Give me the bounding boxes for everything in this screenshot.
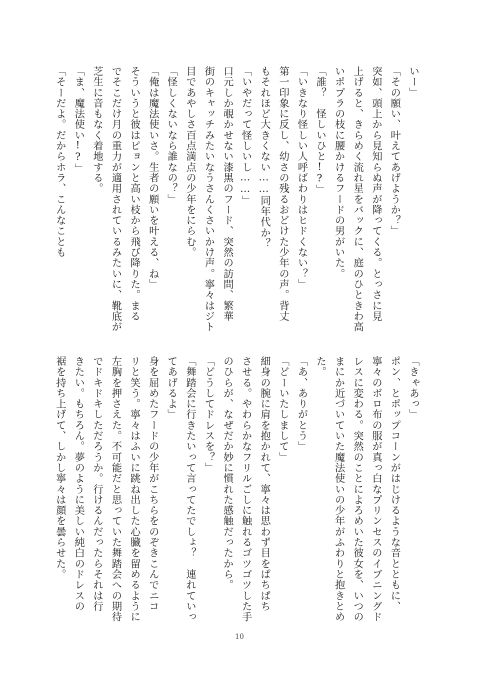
text-line: 「その願い、叶えてあげようか？」: [388, 66, 400, 237]
text-line: リと笑う。寧々はふいに跳ね出した心臓を留めるように: [128, 356, 140, 623]
text-line: 「どうしてドレスを？」: [202, 356, 214, 474]
text-line: のひらが、なぜだか妙に慣れた感触だったから。: [221, 356, 233, 591]
text-line: 細身の腕に肩を抱かれて、寧々は思わず目をぱちぱち: [258, 356, 270, 612]
text-line: 「そーだよ。だからホラ、こんなことも: [53, 66, 65, 258]
text-line: 第一印象に反し、幼さの残るおどけた少年の声。背丈: [276, 66, 288, 322]
text-line: させる。やわらかなフリルごしに触れるゴツゴツした手: [239, 356, 251, 623]
lower-text-block: [53, 356, 421, 623]
text-line: 「舞踏会に行きたいって言ってたでしょ？ 連れていっ: [183, 356, 195, 623]
text-line: 「いきなり怪しい人呼ばわりはヒドくない？」: [295, 66, 307, 290]
upper-text-block: [53, 66, 421, 336]
text-line: 口元しか覗かせない漆黒のフード、突然の訪問、繁華: [221, 66, 233, 322]
text-line: 突如、頭上から見知らぬ声が降ってくる。とっさに見: [369, 66, 381, 322]
text-line: まにか近づいていた魔法使いの少年がふわりと抱きとめ: [332, 356, 344, 623]
page-number: 10: [235, 633, 244, 641]
text-line: 街のキャッチみたいなうさんくさいかけ声。寧々はジト: [202, 66, 214, 333]
text-line: いー」: [407, 66, 418, 98]
text-line: 寧々のボロ布の服が真っ白なプリンセスのイブニングド: [369, 356, 381, 623]
text-line: 「ま、魔法使い!?」: [72, 66, 84, 175]
text-line: た。: [314, 356, 326, 378]
text-line: でそこだけ月の重力が適用されているみたいに、靴底が: [109, 66, 121, 333]
text-line: 裾を持ち上げて、しかし寧々は顔を曇らせた。: [53, 356, 65, 580]
text-line: 目であやしさ百点満点の少年をにらむ。: [183, 66, 195, 258]
text-line: もそれほど大きくない……同年代か？: [258, 66, 270, 249]
text-line: 「怪しくないなら誰なの？」: [165, 66, 177, 205]
text-line: 身を屈めたフードの少年がこちらをのぞきこんでニコ: [146, 356, 158, 612]
text-line: 「いやだって怪しいし……」: [239, 66, 251, 207]
text-line: ポン、とポップコーンがはじけるような音とともに、: [388, 356, 400, 612]
text-line: 「あ、ありがとう」: [295, 356, 307, 452]
text-line: でドキドキしただろうか。行けるんだったらそれは行: [90, 356, 102, 612]
text-line: 上げると、きらめく流れ星をバックに、庭のひときわ高: [351, 66, 363, 333]
text-line: 「きゃあっ」: [407, 356, 418, 420]
text-line: てあげるよ」: [165, 356, 177, 420]
text-line: いポプラの枝に腰かけるフードの男がいた。: [332, 66, 344, 279]
text-line: 「どーいたしまして」: [276, 356, 288, 463]
text-line: レスに変わる。突然のことによろめいた彼女を、いつの: [351, 356, 363, 623]
text-line: 左胸を押さえた。不可能だと思っていた舞踏会への期待: [109, 356, 121, 623]
text-line: きたい。もちろん。夢のように美しい純白のドレスの: [72, 356, 84, 612]
text-line: 「誰？ 怪しいひと!?」: [314, 66, 326, 196]
text-line: 「俺は魔法使いさ。生者の願いを叶える、ね」: [146, 66, 158, 290]
text-line: 芝生に音もなく着地する。: [90, 66, 102, 194]
text-line: そういうと彼はピョンと高い枝から飛び降りた。まる: [128, 66, 140, 322]
